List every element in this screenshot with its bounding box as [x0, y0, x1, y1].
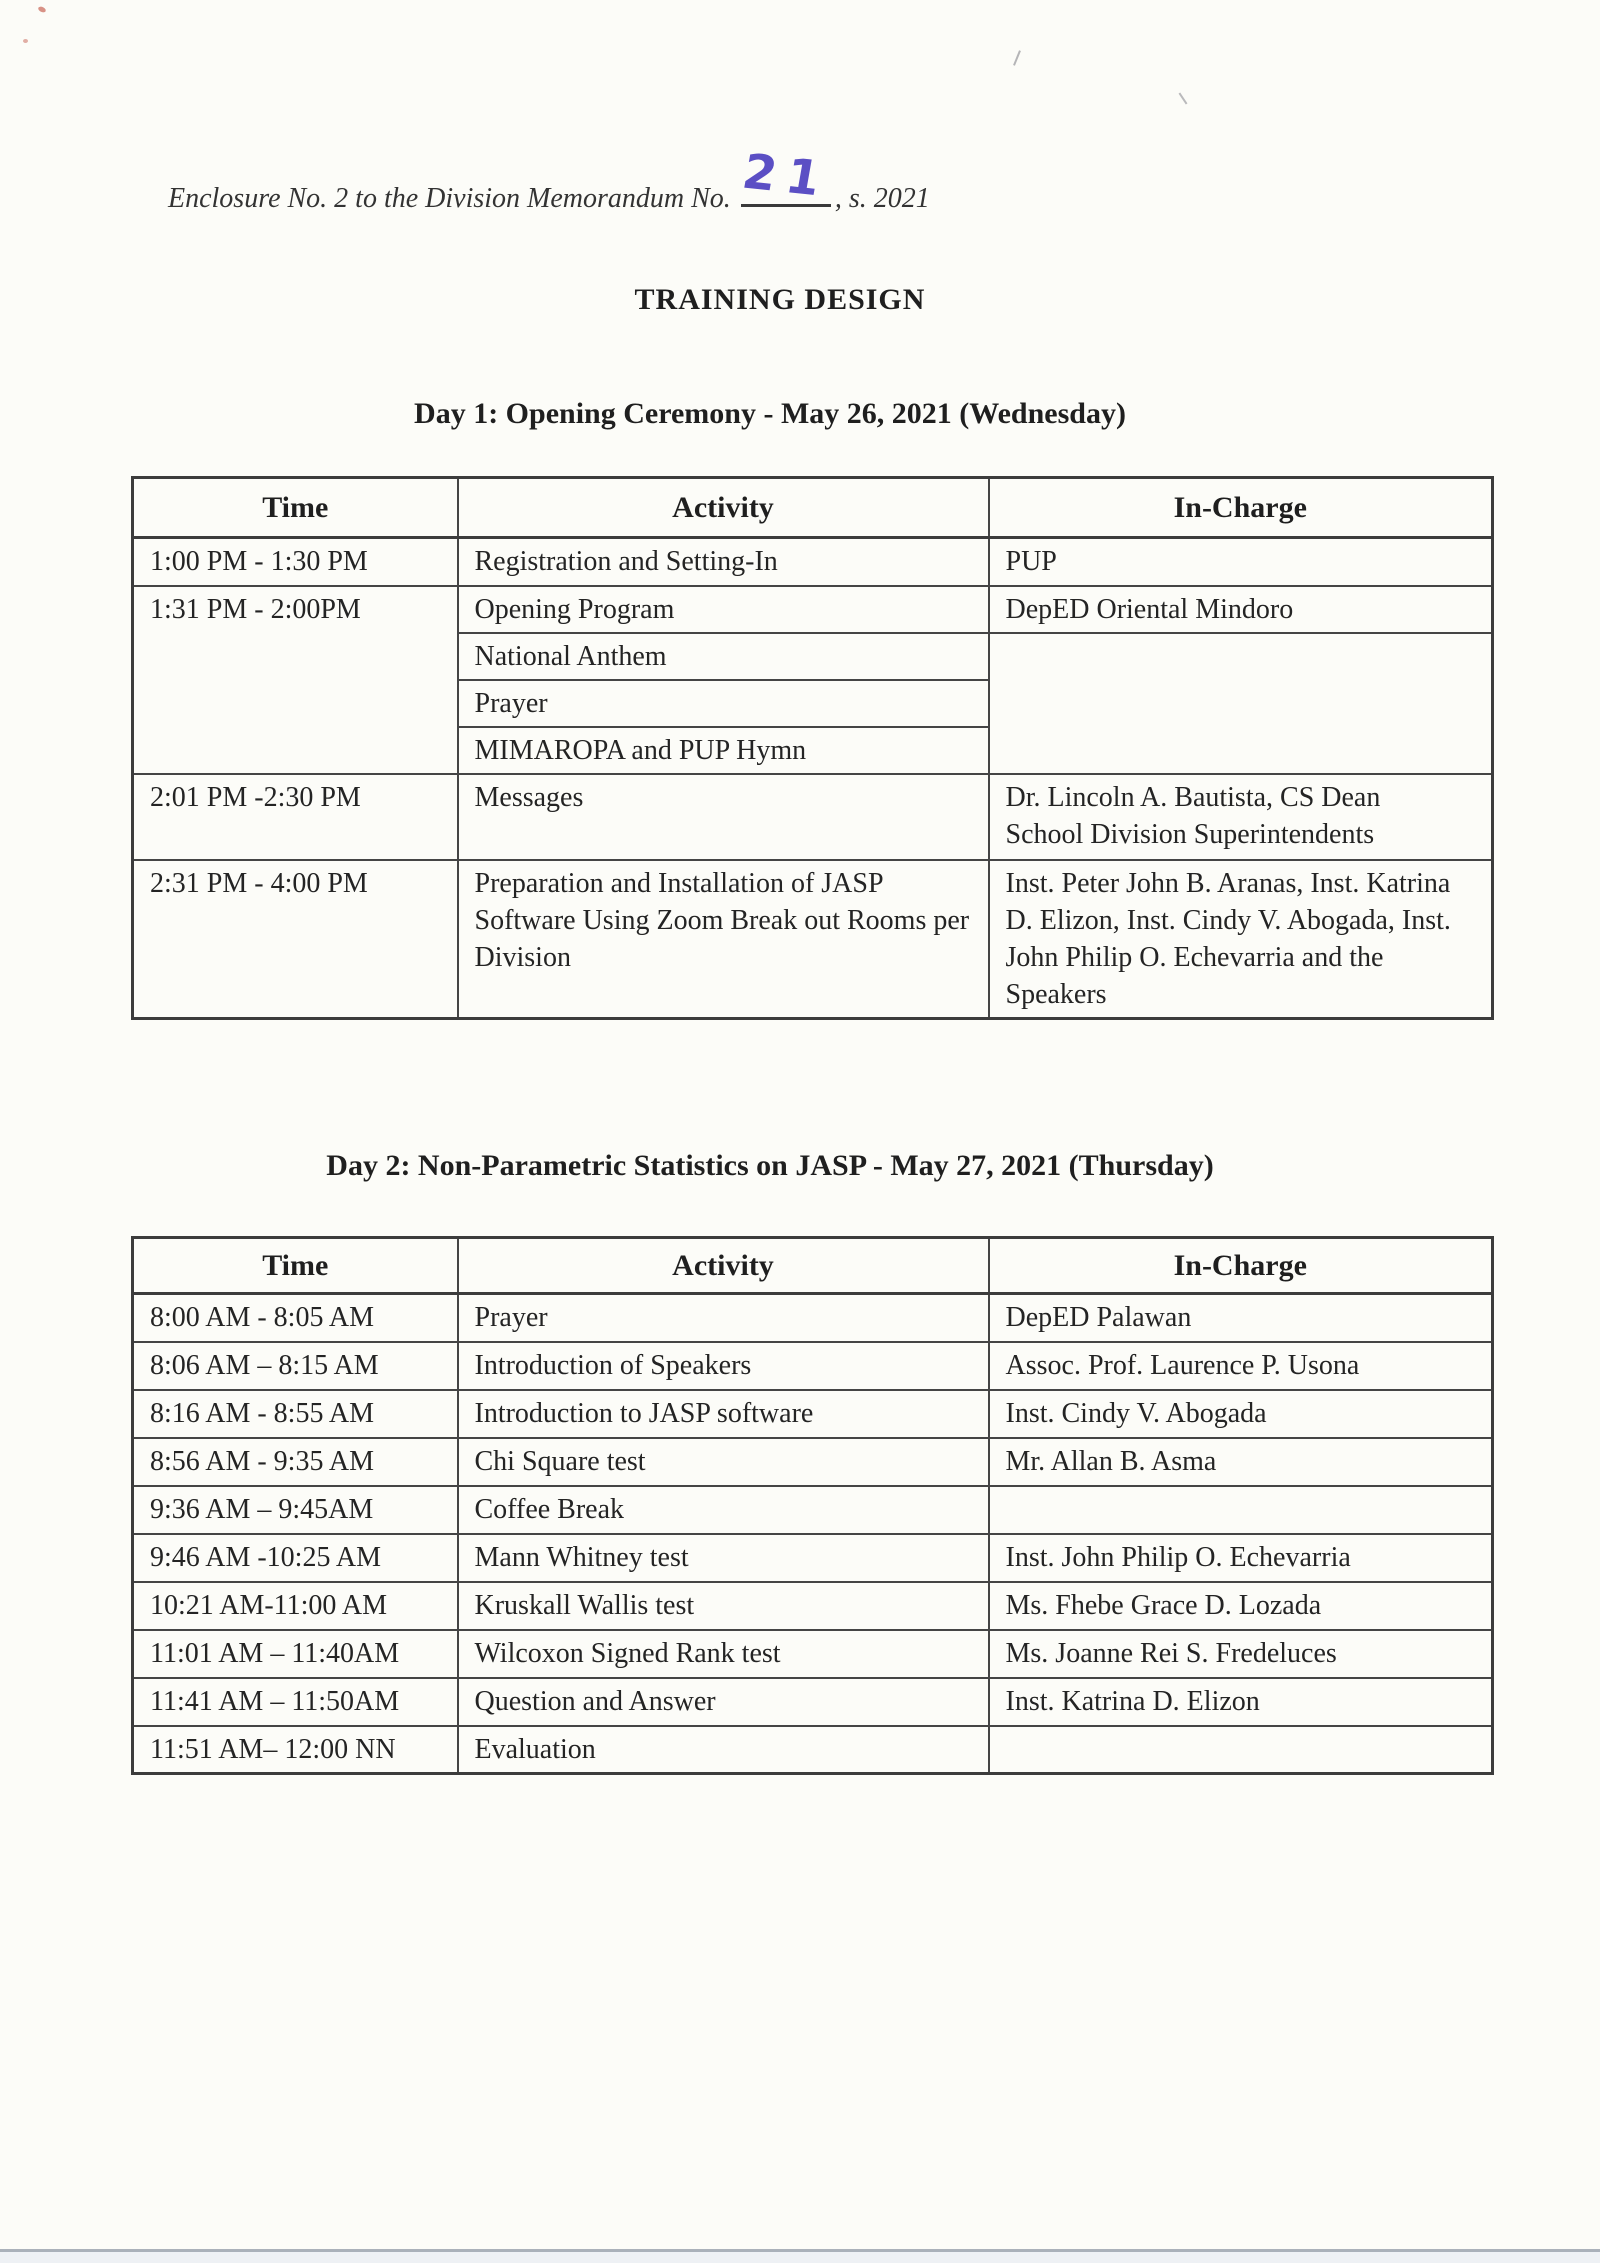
in-charge-cell-empty	[989, 633, 1493, 774]
activity-cell: Opening Program	[458, 586, 989, 633]
in-charge-cell: Inst. Katrina D. Elizon	[989, 1678, 1493, 1726]
activity-cell: Evaluation	[458, 1726, 989, 1774]
table-row	[133, 860, 1493, 1019]
activity-cell: Introduction to JASP software	[458, 1390, 989, 1438]
table-row	[133, 1486, 1493, 1534]
activity-cell: Wilcoxon Signed Rank test	[458, 1630, 989, 1678]
activity-cell: Introduction of Speakers	[458, 1342, 989, 1390]
pencil-mark	[1013, 50, 1021, 66]
in-charge-cell: Inst. Peter John B. Aranas, Inst. Katrina D. Elizon, Inst. Cindy V. Abogada, Inst. John Philip O. Echevarria and the Speakers	[989, 860, 1493, 1019]
column-header-activity: Activity	[458, 1238, 989, 1294]
activity-cell: Prayer	[458, 1294, 989, 1342]
in-charge-cell	[989, 774, 1493, 860]
in-charge-cell: Inst. Cindy V. Abogada	[989, 1390, 1493, 1438]
column-header-activity: Activity	[458, 478, 989, 538]
time-cell: 1:00 PM - 1:30 PM	[133, 538, 458, 586]
time-cell: 9:36 AM – 9:45AM	[133, 1486, 458, 1534]
column-header-time: Time	[133, 478, 458, 538]
table-row	[133, 1342, 1493, 1390]
time-cell: 11:51 AM– 12:00 NN	[133, 1726, 458, 1774]
in-charge-line: School Division Superintendents	[1005, 818, 1375, 850]
activity-cell: Chi Square test	[458, 1438, 989, 1486]
time-cell: 10:21 AM-11:00 AM	[133, 1582, 458, 1630]
table-row	[133, 1582, 1493, 1630]
table-row	[133, 1390, 1493, 1438]
column-header-time: Time	[133, 1238, 458, 1294]
table-header-row	[133, 1238, 1493, 1294]
activity-cell: MIMAROPA and PUP Hymn	[458, 727, 989, 774]
activity-cell: National Anthem	[458, 633, 989, 680]
in-charge-cell	[989, 1486, 1493, 1534]
time-cell: 2:01 PM -2:30 PM	[133, 774, 458, 860]
time-cell: 2:31 PM - 4:00 PM	[133, 860, 458, 1019]
activity-cell: Messages	[458, 774, 989, 860]
table-row	[133, 1678, 1493, 1726]
pencil-mark	[1179, 93, 1188, 105]
enclosure-line	[168, 143, 930, 215]
scan-speck	[37, 6, 46, 14]
in-charge-cell: Mr. Allan B. Asma	[989, 1438, 1493, 1486]
memo-number-handwritten: 21	[738, 143, 835, 209]
table-row	[133, 1534, 1493, 1582]
in-charge-line: Dr. Lincoln A. Bautista, CS Dean	[1005, 781, 1381, 813]
in-charge-cell: Ms. Fhebe Grace D. Lozada	[989, 1582, 1493, 1630]
table-row	[133, 1438, 1493, 1486]
day2-table	[131, 1236, 1494, 1775]
in-charge-cell	[989, 1726, 1493, 1774]
time-cell: 9:46 AM -10:25 AM	[133, 1534, 458, 1582]
activity-cell: Registration and Setting-In	[458, 538, 989, 586]
memo-number-blank	[738, 143, 835, 209]
table-row	[133, 1294, 1493, 1342]
in-charge-cell: PUP	[989, 538, 1493, 586]
table-row	[133, 538, 1493, 586]
time-cell: 11:41 AM – 11:50AM	[133, 1678, 458, 1726]
scan-speck	[23, 39, 28, 43]
day1-heading: Day 1: Opening Ceremony - May 26, 2021 (Wednesday)	[414, 397, 1126, 430]
column-header-in-charge: In-Charge	[989, 1238, 1493, 1294]
column-header-in-charge: In-Charge	[989, 478, 1493, 538]
in-charge-cell: Assoc. Prof. Laurence P. Usona	[989, 1342, 1493, 1390]
enclosure-prefix: Enclosure No. 2 to the Division Memorandum No.	[168, 183, 731, 214]
table-row	[133, 1630, 1493, 1678]
time-cell: 8:00 AM - 8:05 AM	[133, 1294, 458, 1342]
time-cell: 8:16 AM - 8:55 AM	[133, 1390, 458, 1438]
in-charge-cell: DepED Palawan	[989, 1294, 1493, 1342]
scan-edge-line	[0, 2249, 1600, 2252]
table-row	[133, 586, 1493, 633]
table-header-row	[133, 478, 1493, 538]
page-title: TRAINING DESIGN	[634, 283, 926, 316]
activity-cell: Preparation and Installation of JASP Software Using Zoom Break out Rooms per Division	[458, 860, 989, 1019]
time-cell: 1:31 PM - 2:00PM	[133, 586, 458, 774]
table-row	[133, 774, 1493, 860]
time-cell: 11:01 AM – 11:40AM	[133, 1630, 458, 1678]
activity-cell: Coffee Break	[458, 1486, 989, 1534]
table-row	[133, 1726, 1493, 1774]
scan-edge-area	[0, 2252, 1600, 2263]
activity-cell: Kruskall Wallis test	[458, 1582, 989, 1630]
activity-cell: Prayer	[458, 680, 989, 727]
in-charge-cell: Inst. John Philip O. Echevarria	[989, 1534, 1493, 1582]
day2-heading: Day 2: Non-Parametric Statistics on JASP - May 27, 2021 (Thursday)	[326, 1149, 1214, 1182]
day1-table	[131, 476, 1494, 1020]
activity-cell: Question and Answer	[458, 1678, 989, 1726]
enclosure-suffix: , s. 2021	[834, 183, 930, 214]
time-cell: 8:56 AM - 9:35 AM	[133, 1438, 458, 1486]
activity-cell: Mann Whitney test	[458, 1534, 989, 1582]
in-charge-cell: Ms. Joanne Rei S. Fredeluces	[989, 1630, 1493, 1678]
in-charge-cell: DepED Oriental Mindoro	[989, 586, 1493, 633]
time-cell: 8:06 AM – 8:15 AM	[133, 1342, 458, 1390]
